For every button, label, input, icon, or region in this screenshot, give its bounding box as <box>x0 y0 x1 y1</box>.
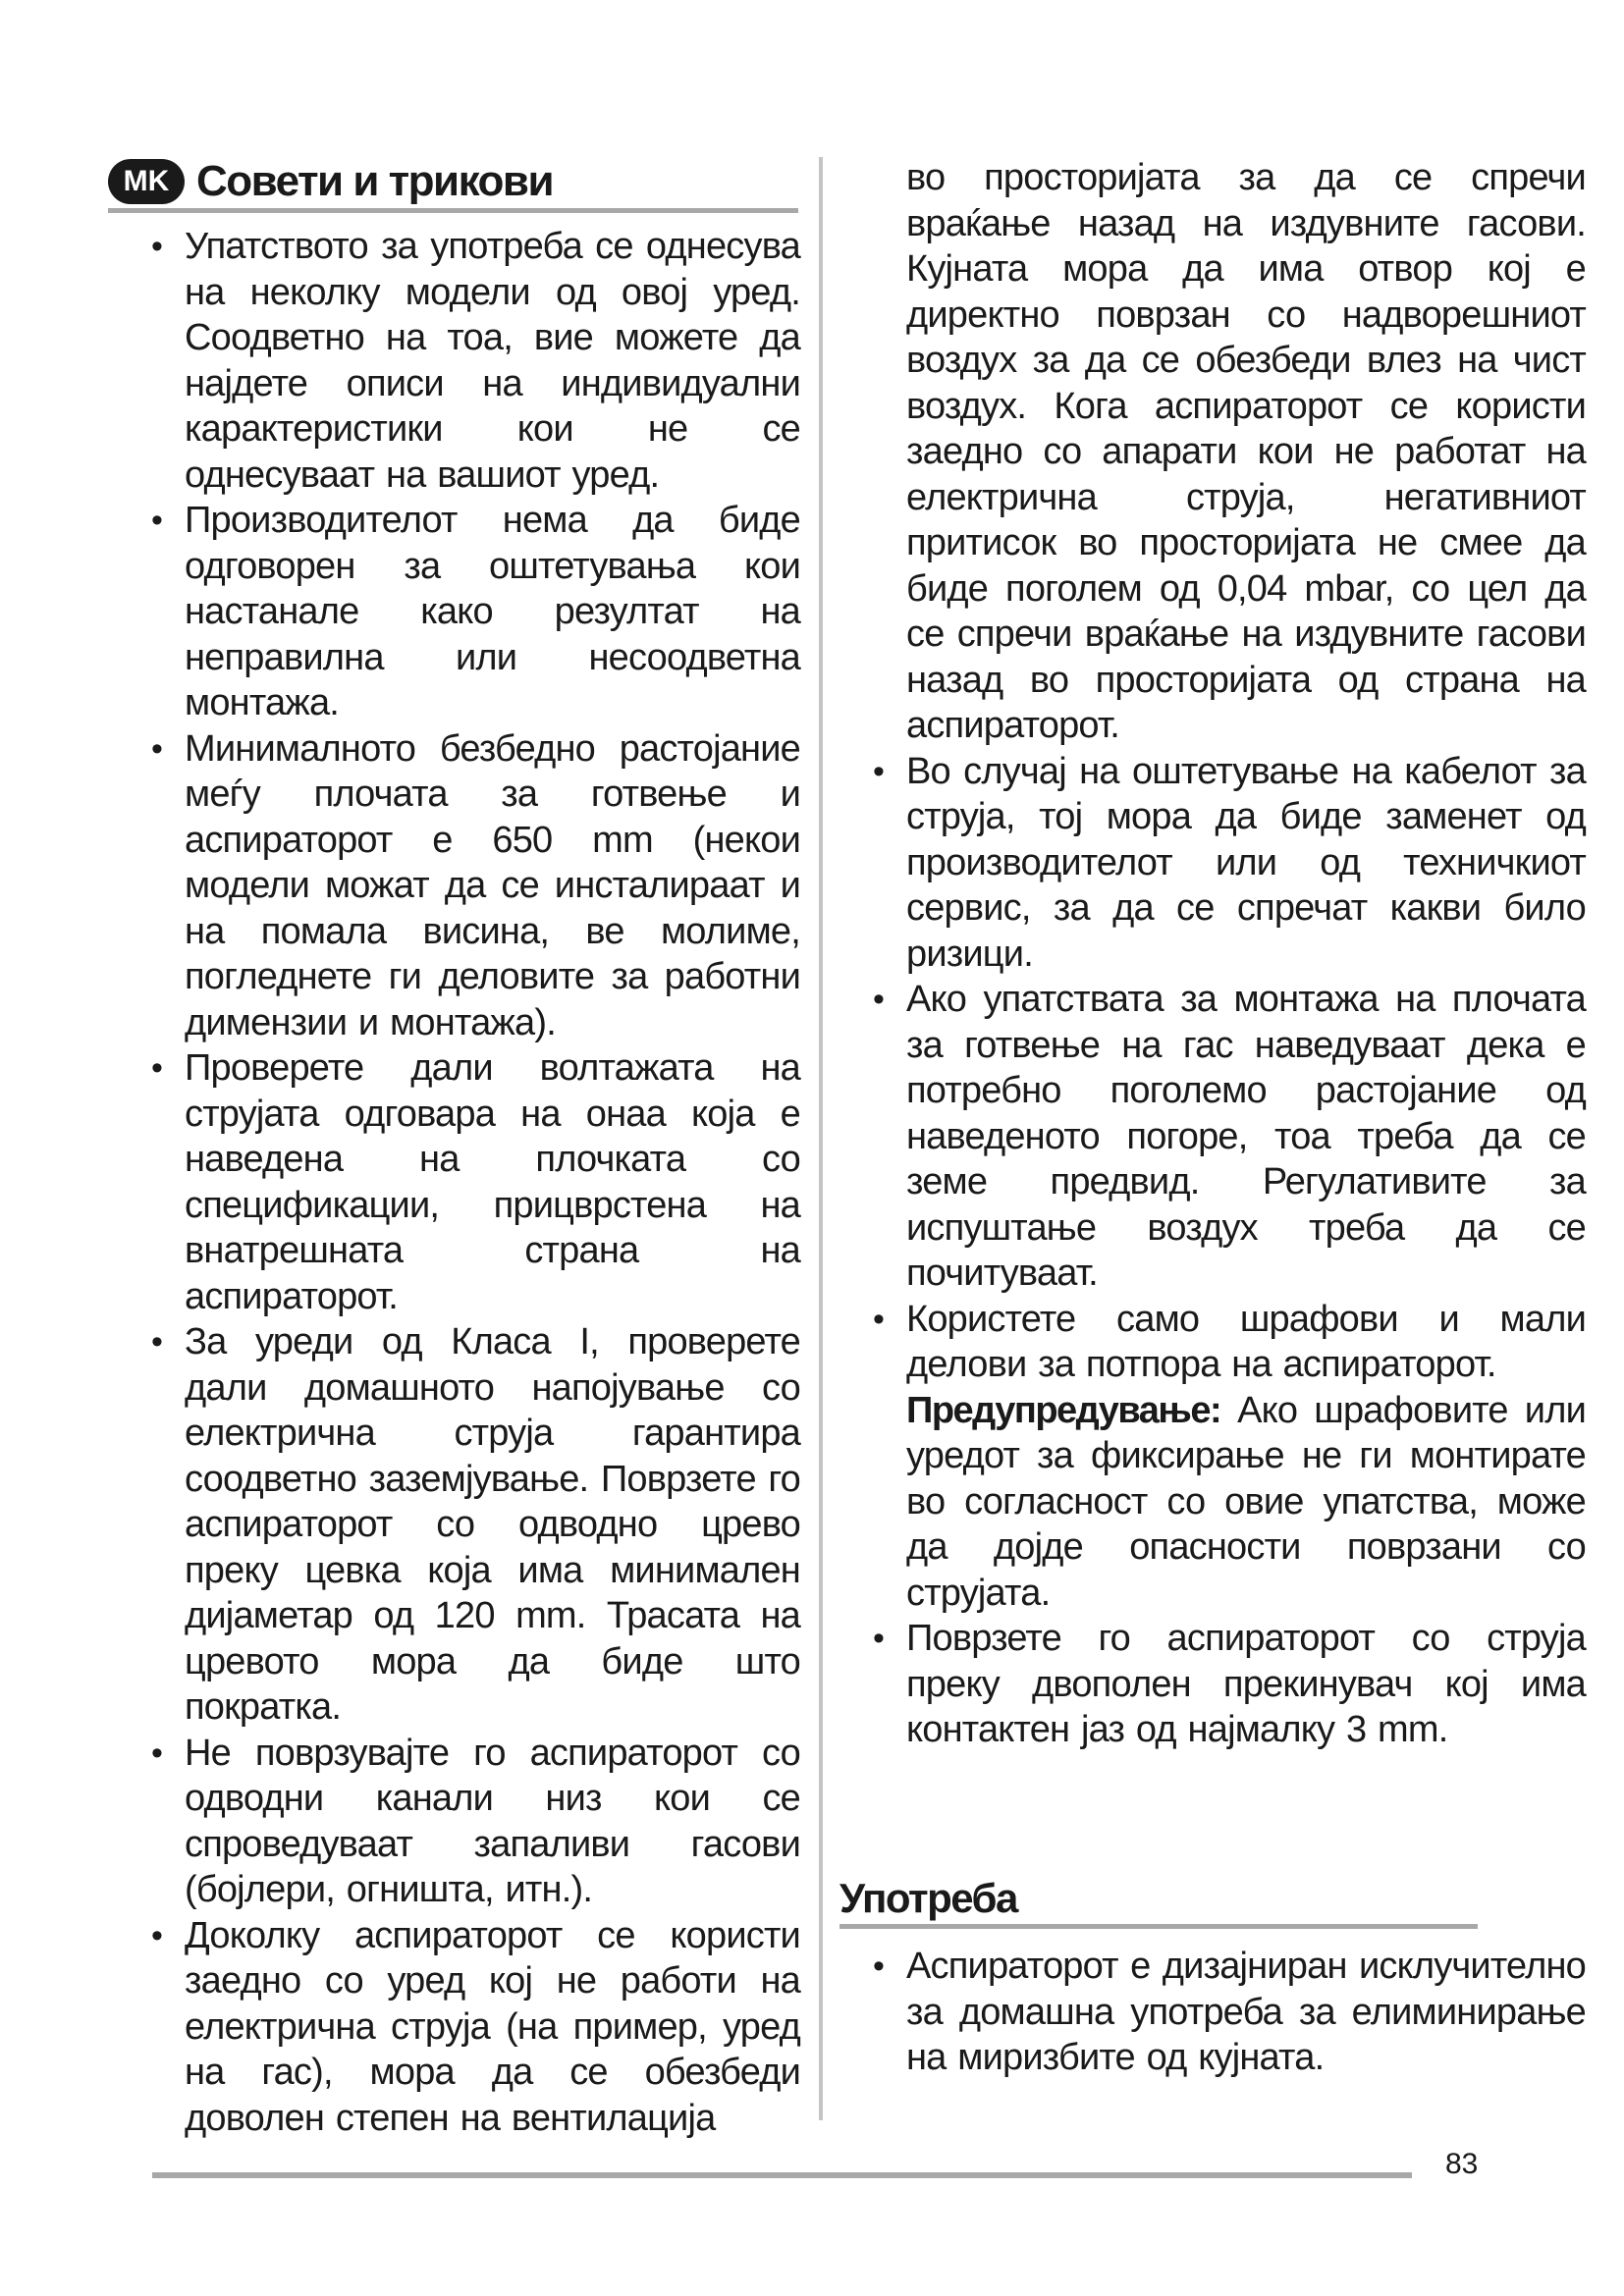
tips-list-left <box>147 224 800 2141</box>
page-number: 83 <box>1445 2148 1479 2180</box>
usage-list <box>869 1944 1586 2081</box>
tip-item-1: • Упатството за употреба се однесува на неколку модели од овој уред. Соодветно на тоа, вие можете да најдете описи на индивидуални карактеристики кои не се однесуваат на вашиот уред. <box>147 224 800 498</box>
warning-label: Предупредување: <box>906 1389 1221 1431</box>
heading-underline <box>108 208 798 213</box>
tip-item-4: • Проверете дали волтажата на струјата одговара на онаа која е наведена на плочката со спецификации, прицврстена на внатрешната страна на аспираторот. <box>147 1045 800 1319</box>
warning-paragraph <box>869 1388 1586 1617</box>
warning-text: Ако шрафовите или уредот за фиксирање не ги монтирате во согласност со овие упатства, може да дојде опасности поврзани со струјата. <box>906 1389 1586 1614</box>
section-title: Совети и трикови <box>196 157 553 205</box>
tip-item-3: • Минималното безбедно растојание меѓу плочата за готвење и аспираторот е 650 mm (некои модели можат да се инсталираат и на помала висина, ве молиме, погледнете ги деловите за работни димензии и монтажа). <box>147 726 800 1046</box>
tip-item-7-continued: во просторијата за да се спречи враќање назад на издувните гасови. Кујната мора да има отвор кој е директно поврзан со надворешниот воздух за да се обезбеди влез на чист воздух. Кога аспираторот се користи заедно со апарати кои не работат на електрична струја, негативниот притисок во просторијата не смее да биде поголем од 0,04 mbar, со цел да се спречи враќање на издувните гасови назад во просторијата од страна на аспираторот. <box>906 157 1586 746</box>
language-badge: MK <box>108 159 185 204</box>
usage-title: Употреба <box>839 1875 1017 1921</box>
tip-item-10: • Користете само шрафови и мали делови за потпора на аспираторот. <box>869 1297 1586 1388</box>
tip-item-5: • За уреди од Класа I, проверете дали домашното напојување со електрична струја гарантира соодветно заземјување. Поврзете го аспираторот со одводно црево преку цевка која има минимален дијаметар од 120 mm. Трасата на цревото мора да биде што пократка. <box>147 1319 800 1731</box>
usage-item-1: • Аспираторот е дизајниран исклучително за домашна употреба за елиминирање на миризбите од кујната. <box>869 1944 1586 2081</box>
footer-rule <box>152 2172 1412 2178</box>
tip-item-11: • Поврзете го аспираторот со струја преку двополен прекинувач кој има контактен јаз од најмалку 3 mm. <box>869 1616 1586 1753</box>
tip-item-8: • Во случај на оштетување на кабелот за струја, тој мора да биде заменет од производителот или од техничкиот сервис, за да се спречат какви било ризици. <box>869 749 1586 978</box>
tip-item-2: • Производителот нема да биде одговорен за оштетувања кои настанале како резултат на неправилна или несоодветна монтажа. <box>147 498 800 726</box>
usage-underline <box>839 1924 1478 1929</box>
section-heading <box>108 157 553 206</box>
column-divider <box>819 157 823 2120</box>
tip-item-9: • Ако упатствата за монтажа на плочата за готвење на гас наведуваат дека е потребно поголемо растојание од наведеното погоре, тоа треба да се земе предвид. Регулативите за испуштање воздух треба да се почитуваат. <box>869 977 1586 1297</box>
tips-list-right <box>869 155 1586 1753</box>
tip-item-7: • Доколку аспираторот се користи заедно со уред кој не работи на електрична струја (на пример, уред на гас), мора да се обезбеди доволен степен на вентилација <box>147 1913 800 2142</box>
tip-item-6: • Не поврзувајте го аспираторот со одводни канали низ кои се спроведуваат запаливи гасови (бојлери, огништа, итн.). <box>147 1731 800 1913</box>
